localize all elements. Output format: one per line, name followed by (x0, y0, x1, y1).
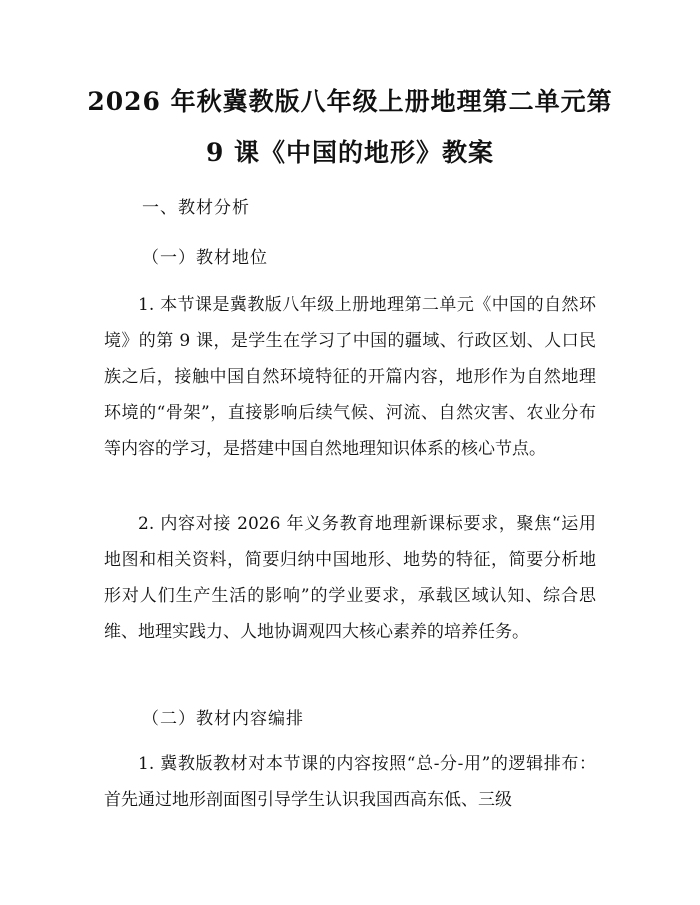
paragraph-3: 1. 冀教版教材对本节课的内容按照“总-分-用”的逻辑排布：首先通过地形剖面图引导学生认识我国西高东低、三级 (104, 754, 596, 810)
document-title-line-1: 2026 年秋冀教版八年级上册地理第二单元第 (87, 87, 613, 116)
subsection-heading-content-arrangement: （二）教材内容编排 (142, 709, 304, 729)
section-heading-textbook-analysis: 一、教材分析 (142, 198, 250, 218)
subsection-heading-textbook-position: （一）教材地位 (142, 248, 268, 268)
paragraph-2: 2. 内容对接 2026 年义务教育地理新课标要求，聚焦“运用地图和相关资料，简要归纳中国地形、地势的特征，简要分析地形对人们生产生活的影响”的学业要求，承载区域认知、综合思维、地理实践力、人地协调观四大核心素养的培养任务。 (104, 514, 596, 642)
document-title-line-2: 9 课《中国的地形》教案 (205, 138, 495, 167)
paragraph-1: 1. 本节课是冀教版八年级上册地理第二单元《中国的自然环境》的第 9 课，是学生在学习了中国的疆域、行政区划、人口民族之后，接触中国自然环境特征的开篇内容，地形作为自然地理环境的“骨架”，直接影响后续气候、河流、自然灾害、农业分布等内容的学习，是搭建中国自然地理知识体系的核心节点。 (104, 295, 596, 459)
